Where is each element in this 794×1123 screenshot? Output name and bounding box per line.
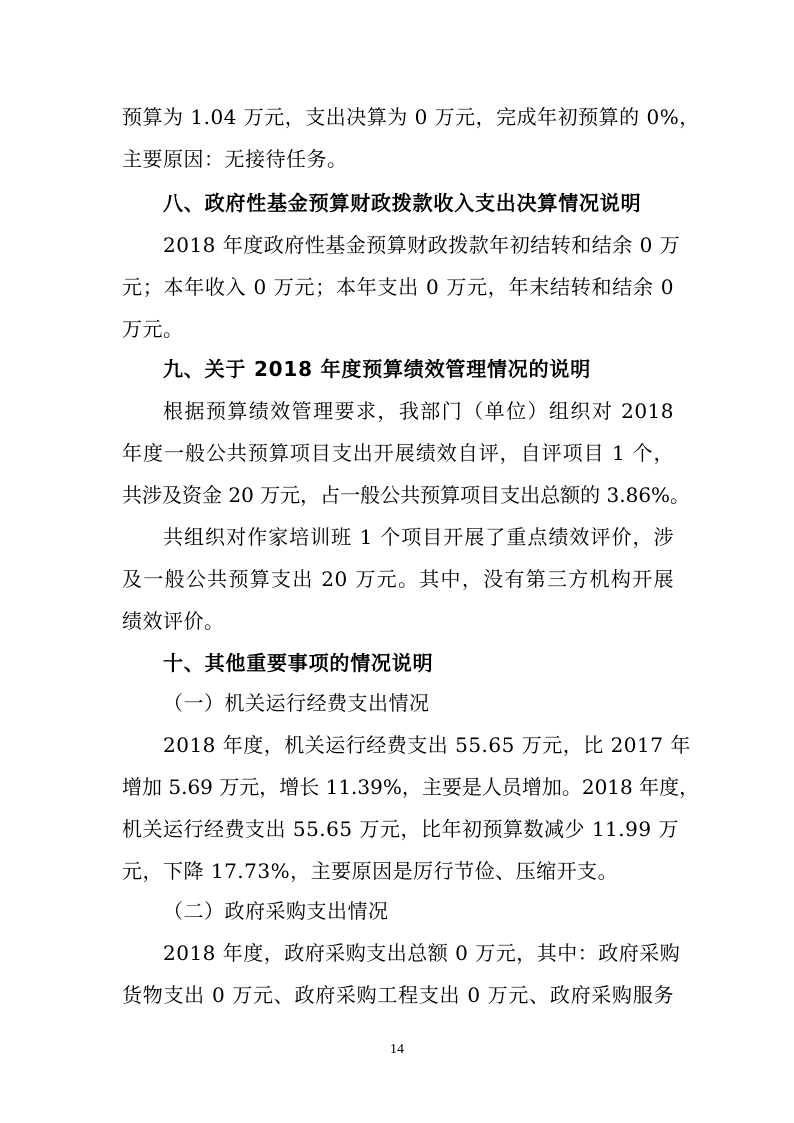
- section-heading-9: 九、关于 2018 年度预算绩效管理情况的说明: [163, 357, 591, 381]
- text-line: 共组织对作家培训班 1 个项目开展了重点绩效评价，涉: [163, 525, 674, 549]
- text-line: 货物支出 0 万元、政府采购工程支出 0 万元、政府采购服务: [122, 983, 674, 1007]
- text-line: 2018 年度，机关运行经费支出 55.65 万元，比 2017 年: [163, 733, 691, 757]
- text-line: 共涉及资金 20 万元，占一般公共预算项目支出总额的 3.86%。: [122, 483, 691, 507]
- text-line: 元；本年收入 0 万元；本年支出 0 万元，年末结转和结余 0: [122, 275, 674, 299]
- text-line: 2018 年度，政府采购支出总额 0 万元，其中：政府采购: [163, 941, 681, 965]
- page-number: 14: [390, 1042, 404, 1057]
- section-heading-8: 八、政府性基金预算财政拨款收入支出决算情况说明: [163, 191, 642, 215]
- text-line: 主要原因：无接待任务。: [122, 147, 348, 171]
- text-line: 根据预算绩效管理要求，我部门（单位）组织对 2018: [163, 399, 674, 423]
- text-line: 预算为 1.04 万元，支出决算为 0 万元，完成年初预算的 0%，: [122, 105, 700, 129]
- text-line: 机关运行经费支出 55.65 万元，比年初预算数减少 11.99 万: [122, 817, 679, 841]
- section-heading-10: 十、其他重要事项的情况说明: [163, 651, 434, 675]
- text-line: 绩效评价。: [122, 609, 225, 633]
- text-line: 2018 年度政府性基金预算财政拨款年初结转和结余 0 万: [163, 233, 681, 257]
- text-line: 年度一般公共预算项目支出开展绩效自评，自评项目 1 个，: [122, 441, 674, 465]
- text-line: 元，下降 17.73%，主要原因是厉行节俭、压缩开支。: [122, 859, 619, 883]
- text-line: 及一般公共预算支出 20 万元。其中，没有第三方机构开展: [122, 567, 674, 591]
- subsection-heading-1: （一）机关运行经费支出情况: [163, 691, 430, 715]
- text-line: 万元。: [122, 317, 184, 341]
- text-line: 增加 5.69 万元，增长 11.39%，主要是人员增加。2018 年度，: [122, 775, 700, 799]
- subsection-heading-2: （二）政府采购支出情况: [163, 899, 389, 923]
